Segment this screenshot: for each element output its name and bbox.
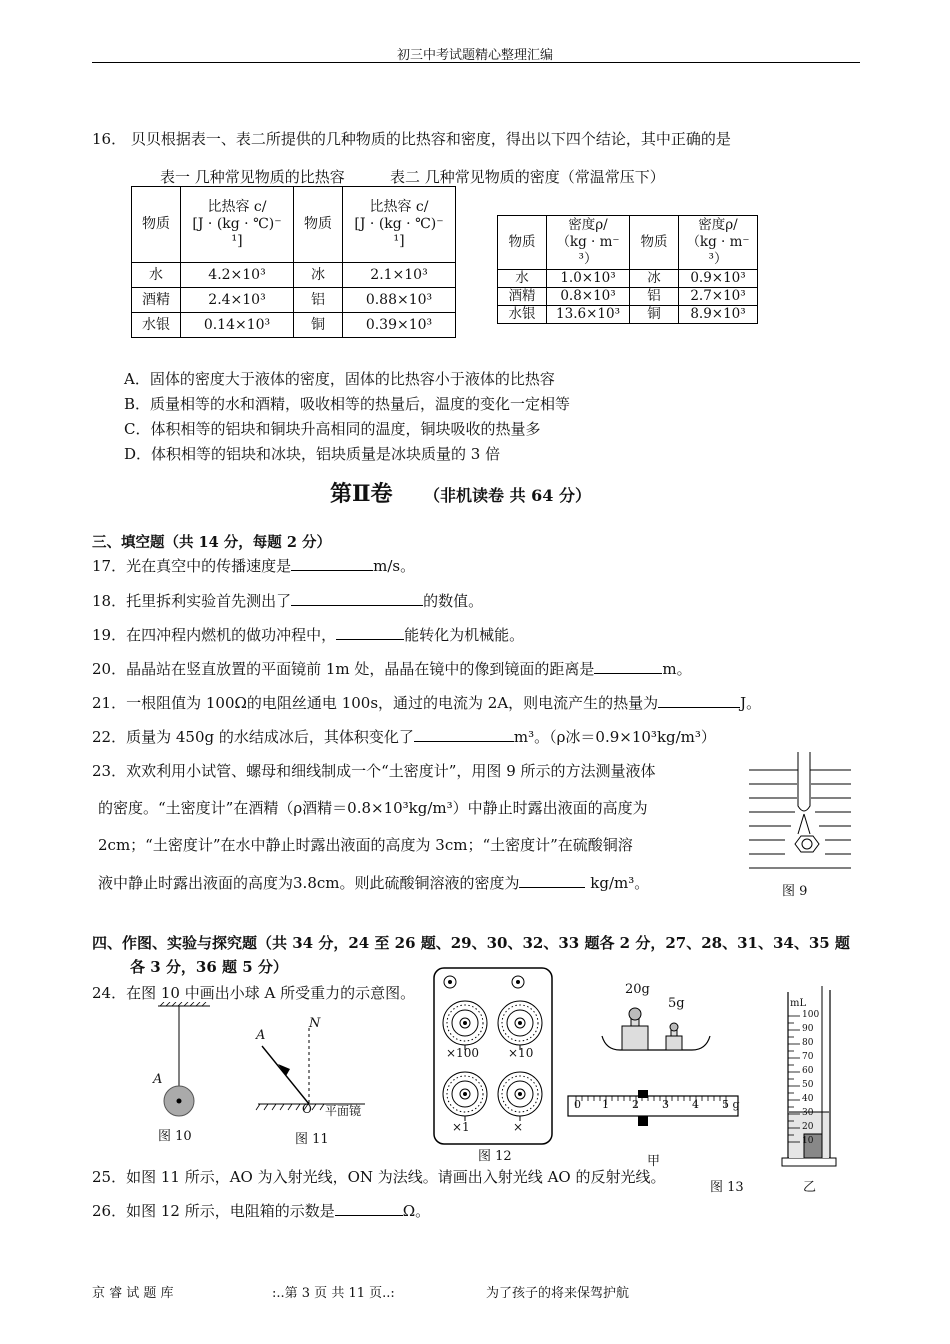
- t2-head-mat2: 物质: [630, 216, 679, 270]
- cyl-tick-50: 50: [802, 1080, 814, 1090]
- q17: [92, 555, 415, 576]
- answer-blank[interactable]: [291, 556, 373, 571]
- cell: 0.88×10³: [343, 288, 456, 313]
- fig11-mirror-label: 平面镜: [325, 1104, 362, 1118]
- page-header: 初三中考试题精心整理汇编: [396, 48, 553, 63]
- cell: 水: [498, 270, 547, 288]
- t2-head-d1: 密度ρ/: [568, 217, 608, 233]
- scale-tick-2: 2: [632, 1098, 639, 1111]
- t2-head-unit: [547, 216, 630, 270]
- fig9-label: 图 9: [782, 884, 808, 899]
- answer-blank[interactable]: [658, 693, 740, 708]
- q23-line1: 23．欢欢利用小试管、螺母和细线制成一个“土密度计”，用图 9 所示的方法测量液体: [92, 762, 656, 780]
- t1-head-c1b: 比热容 c/: [369, 199, 429, 215]
- dial-x-label: ×: [513, 1120, 524, 1134]
- t1-head-mat: 物质: [132, 187, 181, 263]
- t1-head-c1: 比热容 c/: [207, 199, 267, 215]
- fig13-jia-label: 甲: [647, 1154, 661, 1169]
- balance-scale-ruler: [566, 1090, 742, 1130]
- cell: 0.14×10³: [181, 313, 294, 338]
- section4-title-line1: 四、作图、实验与探究题（共 34 分，24 至 26 题、29、30、32、33 题各 2 分，27、28、31、34、35 题: [92, 934, 850, 952]
- scale-tick-0: 0: [574, 1098, 581, 1111]
- table1-caption: 表一 几种常见物质的比热容: [160, 168, 345, 186]
- section4-title-line2: 各 3 分，36 题 5 分）: [130, 958, 288, 976]
- cyl-tick-30: 30: [802, 1108, 814, 1118]
- q20-text: 20．晶晶站在竖直放置的平面镜前 1m 处，晶晶在镜中的像到镜面的距离是: [92, 660, 595, 678]
- q21-text: 21．一根阻值为 100Ω的电阻丝通电 100s，通过的电流为 2A，则电流产生的热量为: [92, 694, 659, 712]
- q21: [92, 692, 761, 713]
- fig11-o-label: O: [302, 1102, 312, 1116]
- q23-line4: [98, 872, 649, 893]
- t2-head-d2b: （kg · m⁻: [686, 234, 750, 250]
- part2-subtitle: （非机读卷 共 64 分）: [424, 486, 591, 505]
- dial-x1-label: ×1: [452, 1120, 470, 1134]
- q21-unit: J。: [740, 694, 762, 712]
- q18: [92, 590, 483, 611]
- scale-tick-5: 5 g: [722, 1098, 740, 1111]
- fig11-a-label: A: [256, 1028, 266, 1043]
- scale-tick-3: 3: [662, 1098, 669, 1111]
- cell: 铝: [630, 288, 679, 306]
- q22: [92, 726, 716, 747]
- cyl-tick-90: 90: [802, 1024, 814, 1034]
- header-rule: [92, 62, 860, 63]
- cell: 水银: [498, 306, 547, 324]
- answer-blank[interactable]: [336, 625, 404, 640]
- cell: 水: [132, 263, 181, 288]
- fig13-yi-label: 乙: [803, 1180, 817, 1195]
- cell: 0.9×10³: [679, 270, 758, 288]
- table2: [497, 215, 758, 324]
- cell: 铜: [630, 306, 679, 324]
- q16-option-b: B．质量相等的水和酒精，吸收相等的热量后，温度的变化一定相等: [124, 395, 571, 413]
- fig10-ball-label: A: [153, 1072, 163, 1087]
- q24: 24．在图 10 中画出小球 A 所受重力的示意图。: [92, 984, 416, 1002]
- cyl-tick-60: 60: [802, 1066, 814, 1076]
- footer-left: 京 睿 试 题 库: [92, 1286, 174, 1301]
- cyl-tick-40: 40: [802, 1094, 814, 1104]
- q19-tail: 能转化为机械能。: [404, 626, 525, 644]
- cylinder-unit-label: mL: [790, 998, 807, 1009]
- fig11-n-label: N: [309, 1016, 321, 1031]
- cell: 酒精: [498, 288, 547, 306]
- t1-head-unit2: [343, 187, 456, 263]
- scale-tick-1: 1: [602, 1098, 609, 1111]
- dial-x10-label: ×10: [508, 1046, 534, 1060]
- dial-x100-label: ×100: [446, 1046, 479, 1060]
- fig11-label: 图 11: [295, 1132, 329, 1147]
- q16-option-d: D．体积相等的铝块和冰块，铝块质量是冰块质量的 3 倍: [124, 445, 501, 463]
- cell: 2.1×10³: [343, 263, 456, 288]
- cell: 铝: [294, 288, 343, 313]
- figure-10-pendulum: [150, 1002, 220, 1122]
- table2-caption: 表二 几种常见物质的密度（常温常压下）: [390, 168, 665, 186]
- t2-head-d2: （kg · m⁻: [556, 234, 620, 250]
- part2-title: 第Ⅱ卷: [330, 481, 393, 507]
- q18-text: 18．托里拆利实验首先测出了: [92, 592, 292, 610]
- table1: [131, 186, 456, 338]
- cell: 冰: [630, 270, 679, 288]
- q22-unit: m³。（ρ冰＝0.9×10³kg/m³）: [513, 728, 716, 746]
- cyl-tick-10: 10: [802, 1136, 814, 1146]
- scale-tick-4: 4: [692, 1098, 699, 1111]
- cell: 冰: [294, 263, 343, 288]
- t1-head-mat2: 物质: [294, 187, 343, 263]
- fig13-label: 图 13: [710, 1180, 744, 1195]
- cyl-tick-70: 70: [802, 1052, 814, 1062]
- cell: 2.7×10³: [679, 288, 758, 306]
- cyl-tick-100: 100: [802, 1010, 820, 1020]
- cell: 13.6×10³: [547, 306, 630, 324]
- section3-title: 三、填空题（共 14 分，每题 2 分）: [92, 534, 331, 551]
- answer-blank[interactable]: [594, 659, 662, 674]
- cell: 4.2×10³: [181, 263, 294, 288]
- table-row: [132, 313, 456, 338]
- q16-option-c: C．体积相等的铝块和铜块升高相同的温度，铜块吸收的热量多: [124, 420, 541, 438]
- t2-head-d3: ³）: [578, 251, 598, 267]
- table-row: [498, 270, 758, 288]
- q23-text: 液中静止时露出液面的高度为3.8cm。则此硫酸铜溶液的密度为: [98, 874, 520, 892]
- q19-text: 19．在四冲程内燃机的做功冲程中，: [92, 626, 337, 644]
- q26-text: 26．如图 12 所示，电阻箱的示数是: [92, 1202, 335, 1220]
- t2-head-d3b: ³）: [708, 251, 728, 267]
- t1-head-c3: ¹]: [231, 233, 243, 249]
- table-row: [498, 306, 758, 324]
- q19: [92, 624, 524, 645]
- weight-20g-label: 20g: [625, 982, 650, 997]
- cell: 水银: [132, 313, 181, 338]
- table-row: [132, 263, 456, 288]
- footer-page: :..第 3 页 共 11 页..:: [272, 1286, 395, 1301]
- q25: 25．如图 11 所示，AO 为入射光线，ON 为法线。请画出入射光线 AO 的反射光线。: [92, 1168, 666, 1186]
- t2-head-mat: 物质: [498, 216, 547, 270]
- cyl-tick-80: 80: [802, 1038, 814, 1048]
- cell: 铜: [294, 313, 343, 338]
- q26-unit: Ω。: [402, 1202, 431, 1220]
- t2-head-d1b: 密度ρ/: [698, 217, 738, 233]
- cell: 2.4×10³: [181, 288, 294, 313]
- t2-head-unit2: [679, 216, 758, 270]
- cell: 8.9×10³: [679, 306, 758, 324]
- answer-blank[interactable]: [291, 591, 423, 606]
- table-row: [132, 288, 456, 313]
- fig12-label: 图 12: [478, 1149, 512, 1164]
- q18-tail: 的数值。: [423, 592, 484, 610]
- q26: [92, 1200, 430, 1221]
- footer-right: 为了孩子的将来保驾护航: [486, 1286, 630, 1301]
- t1-head-c3b: ¹]: [393, 233, 405, 249]
- q22-text: 22．质量为 450g 的水结成冰后，其体积变化了: [92, 728, 414, 746]
- figure-9-densimeter: [745, 748, 855, 898]
- q23-line2: 的密度。“土密度计”在酒精（ρ酒精＝0.8×10³kg/m³）中静止时露出液面的高度为: [98, 799, 648, 817]
- t1-head-c2: [J · (kg · ℃)⁻: [192, 216, 282, 232]
- t1-head-c2b: [J · (kg · ℃)⁻: [354, 216, 444, 232]
- q17-unit: m/s。: [373, 557, 416, 575]
- q20: [92, 658, 692, 679]
- table-row: [498, 288, 758, 306]
- q23-unit: kg/m³。: [585, 874, 650, 892]
- cell: 0.39×10³: [343, 313, 456, 338]
- q23-line3: 2cm；“土密度计”在水中静止时露出液面的高度为 3cm；“土密度计”在硫酸铜溶: [98, 836, 633, 854]
- fig10-label: 图 10: [158, 1129, 192, 1144]
- weight-5g-label: 5g: [668, 996, 685, 1011]
- cell: 酒精: [132, 288, 181, 313]
- q16-stem: 16． 贝贝根据表一、表二所提供的几种物质的比热容和密度，得出以下四个结论，其中正确的是: [92, 130, 731, 148]
- answer-blank[interactable]: [414, 727, 514, 742]
- cyl-tick-20: 20: [802, 1122, 814, 1132]
- balance-pan-weights: [596, 1006, 716, 1056]
- q17-text: 17．光在真空中的传播速度是: [92, 557, 292, 575]
- cell: 1.0×10³: [547, 270, 630, 288]
- q16-option-a: A．固体的密度大于液体的密度，固体的比热容小于液体的比热容: [124, 370, 555, 388]
- q20-unit: m。: [662, 660, 692, 678]
- cell: 0.8×10³: [547, 288, 630, 306]
- t1-head-unit: [181, 187, 294, 263]
- answer-blank[interactable]: [519, 873, 585, 888]
- answer-blank[interactable]: [335, 1201, 403, 1216]
